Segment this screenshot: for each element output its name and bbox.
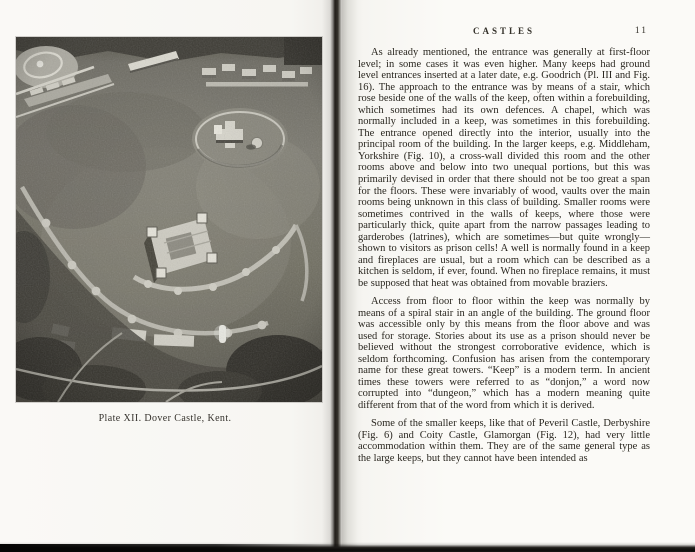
- aerial-photo-illustration: [16, 37, 322, 402]
- body-paragraph-2: Access from floor to floor within the keep was normally by means of a spiral stair in an angle of the building. The ground floor was accessible only by this means from the floor above and was used for storage. Stories about its use as a prison should never be believed without the strongest corroborative evidence, which is seldom forthcoming. Confusion has arisen from the contemporary name for these great towers. “Keep” is a modern term. In ancient times these towers were referred to as “donjon,” a word now corrupted into “dungeon,” which has a modern meaning quite different from that of the word from which it is derived.: [358, 295, 650, 411]
- body-paragraph-3: Some of the smaller keeps, like that of Peveril Castle, Derbyshire (Fig. 6) and Coity Castle, Glamorgan (Fig. 12), had very little accommodation within them. They are of the same general type as the large keeps, but they cannot have been intended as: [358, 417, 650, 464]
- body-paragraph-1: As already mentioned, the entrance was generally at first-floor level; in some cases it was even higher. Many keeps had ground level entrances inserted at a later date, e.g. Goodrich (Pl. III and Fig. 16). The approach to the entrance was by means of a stair, which rose beside one of the walls of the keep, often within a forebuilding, which sometimes had its own defences. A chapel, which was normally included in a keep, was sometimes in this forebuilding. The entrance opened directly into the interior, usually into the principal room of the building. In the larger keeps, e.g. Middleham, Yorkshire (Fig. 10), a cross-wall divided this room and the other rooms above and below into two unequal portions, but this was primarily devised in order that there should not be too great a span for the floors. These were invariably of wood, vaults over the main rooms being unknown in this class of building. Smaller rooms were sometimes contrived in the walls of keeps, where those were particularly thick, quite apart from the narrow passages leading to garderobes (latrines), which are sometimes—but quite wrongly—shown to visitors as prison cells! A well is normally found in a keep and fireplaces are usual, but a room which can be described as a kitchen is seldom, if ever, found. When no fireplace remains, it must be supposed that heat was obtained from movable braziers.: [358, 47, 650, 289]
- running-head: [358, 26, 650, 38]
- running-head-title: CASTLES: [472, 26, 536, 36]
- right-page-text-column: [358, 26, 650, 471]
- castle-aerial-photograph: [16, 37, 322, 402]
- book-gutter: [322, 0, 358, 552]
- plate-caption: Plate XII. Dover Castle, Kent.: [98, 413, 232, 424]
- book-bottom-edge-shadow: [0, 544, 360, 552]
- page-number: 11: [634, 26, 648, 36]
